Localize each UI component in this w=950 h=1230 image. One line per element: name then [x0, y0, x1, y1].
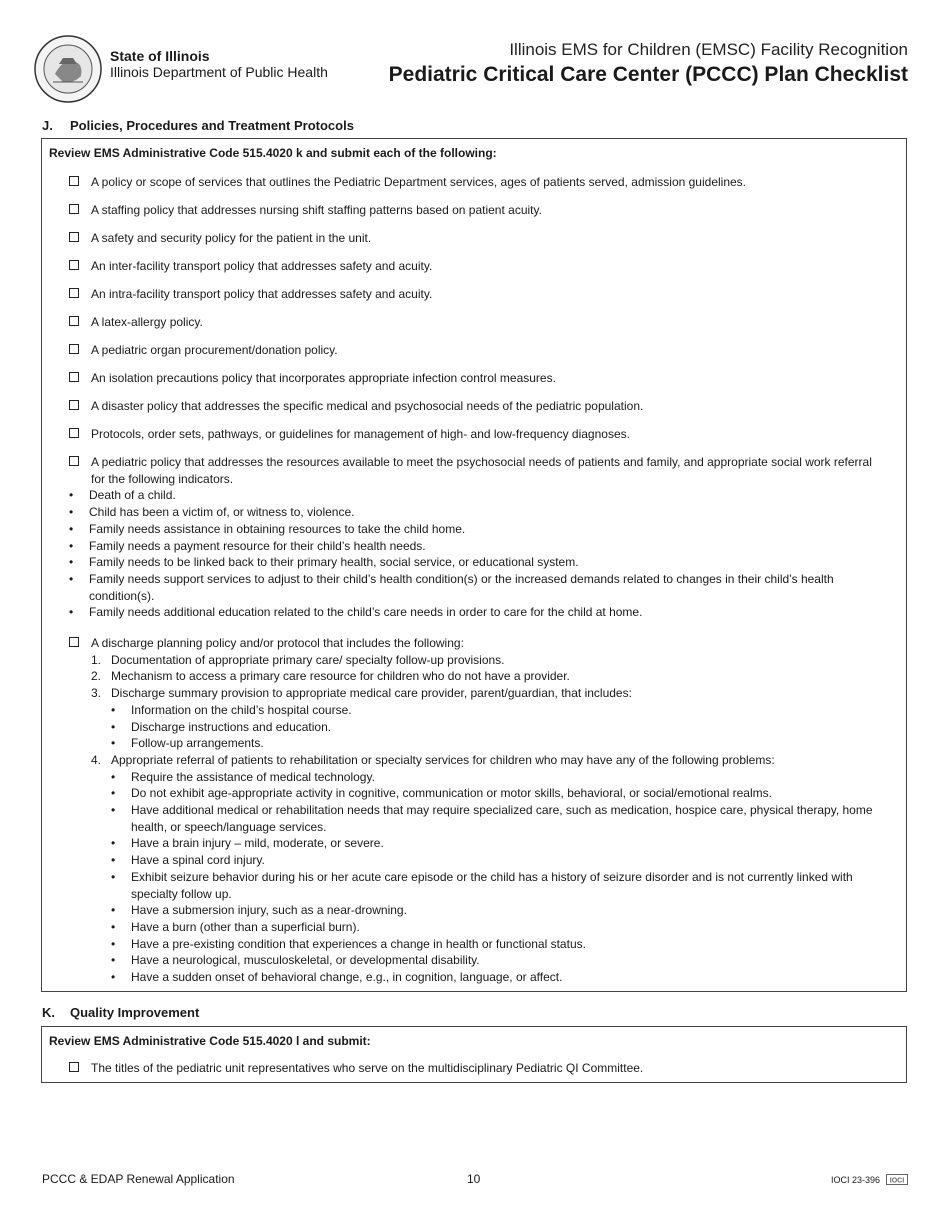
- list-item: • Have a submersion injury, such as a near-drowning.: [111, 902, 889, 919]
- checkbox[interactable]: [69, 456, 79, 466]
- checkbox[interactable]: [69, 400, 79, 410]
- document-title: Pediatric Critical Care Center (PCCC) Plan Checklist: [388, 63, 908, 86]
- section-j-title: Policies, Procedures and Treatment Protocols: [70, 118, 354, 133]
- checkbox[interactable]: [69, 232, 79, 242]
- checklist-item: An inter-facility transport policy that addresses safety and acuity.: [69, 258, 889, 275]
- list-item: • Require the assistance of medical technology.: [111, 769, 889, 786]
- section-k-box: [41, 1026, 907, 1083]
- checklist-item: A safety and security policy for the patient in the unit.: [69, 230, 889, 247]
- checkbox[interactable]: [69, 316, 79, 326]
- list-item: • Child has been a victim of, or witness to, violence.: [69, 504, 889, 521]
- checkbox[interactable]: [69, 344, 79, 354]
- list-item: • Do not exhibit age-appropriate activity in cognitive, communication or motor skills, behavioral, or social/emotional realms.: [111, 785, 889, 802]
- footer-code-block: [831, 1174, 908, 1185]
- checklist-item: A disaster policy that addresses the specific medical and psychosocial needs of the pediatric population.: [69, 398, 889, 415]
- checklist-item-discharge: A discharge planning policy and/or protocol that includes the following: 1. Documentation of appropriate primary care/ specialty follow-up provisions. 2. Mechanism to access a primary care resource for children who do not have a provider. 3. Discharge summary provision to appropriate medical care provider, parent/guardian, that includes: • Information on the child’s hospital course. • Discharge instructions and education. • Follow-up arrangements. 4. Appropriate referral of patients to rehabilitation or specialty services for children who may have any of the following problems: • Require the assistance of medical technology. • Do not exhibit age-appropriate activity in cognitive, communication or motor skills, behavioral, or social/emotional realms. • Have additional medical or rehabilitation needs that may require specialized care, such as medication, hospice care, physical therapy, home health, or speech/language services. • Have a brain injury – mild, moderate, or severe. • Have a spinal cord injury. • Exhibit seizure behavior during his or her acute care episode or the child has a history of seizure disorder and is not currently linked with specialty follow up. • Have a submersion injury, such as a near-drowning. • Have a burn (other than a superficial burn). • Have a pre-existing condition that experiences a change in health or functional status. • Have a neurological, musculoskeletal, or developmental disability. • Have a sudden onset of behavioral change, e.g., in cognition, language, or affect.: [69, 635, 889, 986]
- checkbox[interactable]: [69, 637, 79, 647]
- checklist-item: A staffing policy that addresses nursing shift staffing patterns based on patient acuity.: [69, 202, 889, 219]
- checkbox[interactable]: [69, 260, 79, 270]
- list-item: • Have a sudden onset of behavioral change, e.g., in cognition, language, or affect.: [111, 969, 889, 986]
- list-item: • Have a spinal cord injury.: [111, 852, 889, 869]
- footer-document-name: PCCC & EDAP Renewal Application: [42, 1172, 235, 1186]
- list-item: • Family needs to be linked back to their primary health, social service, or educational system.: [69, 554, 889, 571]
- checklist-item: The titles of the pediatric unit representatives who serve on the multidisciplinary Pediatric QI Committee.: [69, 1060, 889, 1077]
- list-item: • Family needs support services to adjust to their child’s health condition(s) or the increased demands related to changes in their child’s health condition(s).: [69, 571, 889, 604]
- agency-department: Illinois Department of Public Health: [110, 64, 328, 80]
- list-item: • Follow-up arrangements.: [111, 735, 889, 752]
- list-item: • Exhibit seizure behavior during his or her acute care episode or the child has a history of seizure disorder and is not currently linked with specialty follow up.: [111, 869, 889, 902]
- checklist-item: Protocols, order sets, pathways, or guidelines for management of high- and low-frequency diagnoses.: [69, 426, 889, 443]
- list-item: 2. Mechanism to access a primary care resource for children who do not have a provider.: [91, 669, 570, 684]
- section-j-heading: [42, 118, 354, 133]
- checkbox[interactable]: [69, 1062, 79, 1072]
- checkbox[interactable]: [69, 176, 79, 186]
- list-item: • Family needs assistance in obtaining resources to take the child home.: [69, 521, 889, 538]
- checklist-item-psychosocial: A pediatric policy that addresses the resources available to meet the psychosocial needs of patients and family, and appropriate social work referral for the following indicators. • Death of a child. • Child has been a victim of, or witness to, violence. • Family needs assistance in obtaining resources to take the child home. • Family needs a payment resource for their child’s health needs. • Family needs to be linked back to their primary health, social service, or educational system. • Family needs support services to adjust to their child’s health condition(s) or the increased demands related to changes in their child’s health condition(s). • Family needs additional education related to the child’s care needs in order to care for the child at home.: [69, 454, 889, 621]
- list-item: 1. Documentation of appropriate primary care/ specialty follow-up provisions.: [91, 652, 505, 667]
- list-item: • Have a burn (other than a superficial burn).: [111, 919, 889, 936]
- ioci-logo-icon: [886, 1174, 908, 1185]
- svg-text:IOCI: IOCI: [889, 1177, 905, 1185]
- checklist-item: An intra-facility transport policy that addresses safety and acuity.: [69, 286, 889, 303]
- section-k-title: Quality Improvement: [70, 1005, 200, 1020]
- document-titles: [389, 40, 908, 88]
- section-k-heading: [42, 1005, 199, 1020]
- checkbox[interactable]: [69, 428, 79, 438]
- checklist-item: A policy or scope of services that outlines the Pediatric Department services, ages of patients served, admission guidelines.: [69, 174, 889, 191]
- section-k-intro: Review EMS Administrative Code 515.4020 l and submit:: [49, 1034, 371, 1048]
- discharge-steps: [91, 652, 889, 986]
- section-j-box: [41, 138, 907, 992]
- list-item: • Family needs additional education related to the child’s care needs in order to care for the child at home.: [69, 604, 889, 621]
- list-item: • Have additional medical or rehabilitation needs that may require specialized care, such as medication, hospice care, physical therapy, home health, or speech/language services.: [111, 802, 889, 835]
- document-subtitle: Illinois EMS for Children (EMSC) Facility Recognition: [509, 40, 908, 59]
- list-item: • Discharge instructions and education.: [111, 719, 889, 736]
- list-item: • Information on the child’s hospital course.: [111, 702, 889, 719]
- footer-code: IOCI 23-396: [830, 1174, 880, 1185]
- checkbox[interactable]: [69, 372, 79, 382]
- section-j-letter: J.: [42, 118, 53, 133]
- list-item: 3. Discharge summary provision to appropriate medical care provider, parent/guardian, that includes: • Information on the child’s hospital course. • Discharge instructions and education. • Follow-up arrangements.: [91, 685, 889, 752]
- agency-state: State of Illinois: [110, 48, 210, 64]
- agency-block: [110, 48, 328, 80]
- list-item: • Death of a child.: [69, 487, 889, 504]
- state-seal-icon: [33, 34, 103, 104]
- checklist-item: A latex-allergy policy.: [69, 314, 889, 331]
- checkbox[interactable]: [69, 204, 79, 214]
- checklist-item: An isolation precautions policy that incorporates appropriate infection control measures.: [69, 370, 889, 387]
- page-number: 10: [467, 1172, 481, 1186]
- checklist-item: A pediatric organ procurement/donation policy.: [69, 342, 889, 359]
- section-j-intro: Review EMS Administrative Code 515.4020 k and submit each of the following:: [49, 146, 497, 160]
- checkbox[interactable]: [69, 288, 79, 298]
- list-item: • Have a pre-existing condition that experiences a change in health or functional status.: [111, 936, 889, 953]
- list-item: • Family needs a payment resource for their child’s health needs.: [69, 538, 889, 555]
- list-item: • Have a neurological, musculoskeletal, or developmental disability.: [111, 952, 889, 969]
- psychosocial-indicators: [69, 487, 889, 621]
- list-item: 4. Appropriate referral of patients to rehabilitation or specialty services for children who may have any of the following problems: • Require the assistance of medical technology. • Do not exhibit age-appropriate activity in cognitive, communication or motor skills, behavioral, or social/emotional realms. • Have additional medical or rehabilitation needs that may require specialized care, such as medication, hospice care, physical therapy, home health, or speech/language services. • Have a brain injury – mild, moderate, or severe. • Have a spinal cord injury. • Exhibit seizure behavior during his or her acute care episode or the child has a history of seizure disorder and is not currently linked with specialty follow up. • Have a submersion injury, such as a near-drowning. • Have a burn (other than a superficial burn). • Have a pre-existing condition that experiences a change in health or functional status. • Have a neurological, musculoskeletal, or developmental disability. • Have a sudden onset of behavioral change, e.g., in cognition, language, or affect.: [91, 752, 889, 986]
- list-item: • Have a brain injury – mild, moderate, or severe.: [111, 835, 889, 852]
- section-k-letter: K.: [42, 1005, 55, 1020]
